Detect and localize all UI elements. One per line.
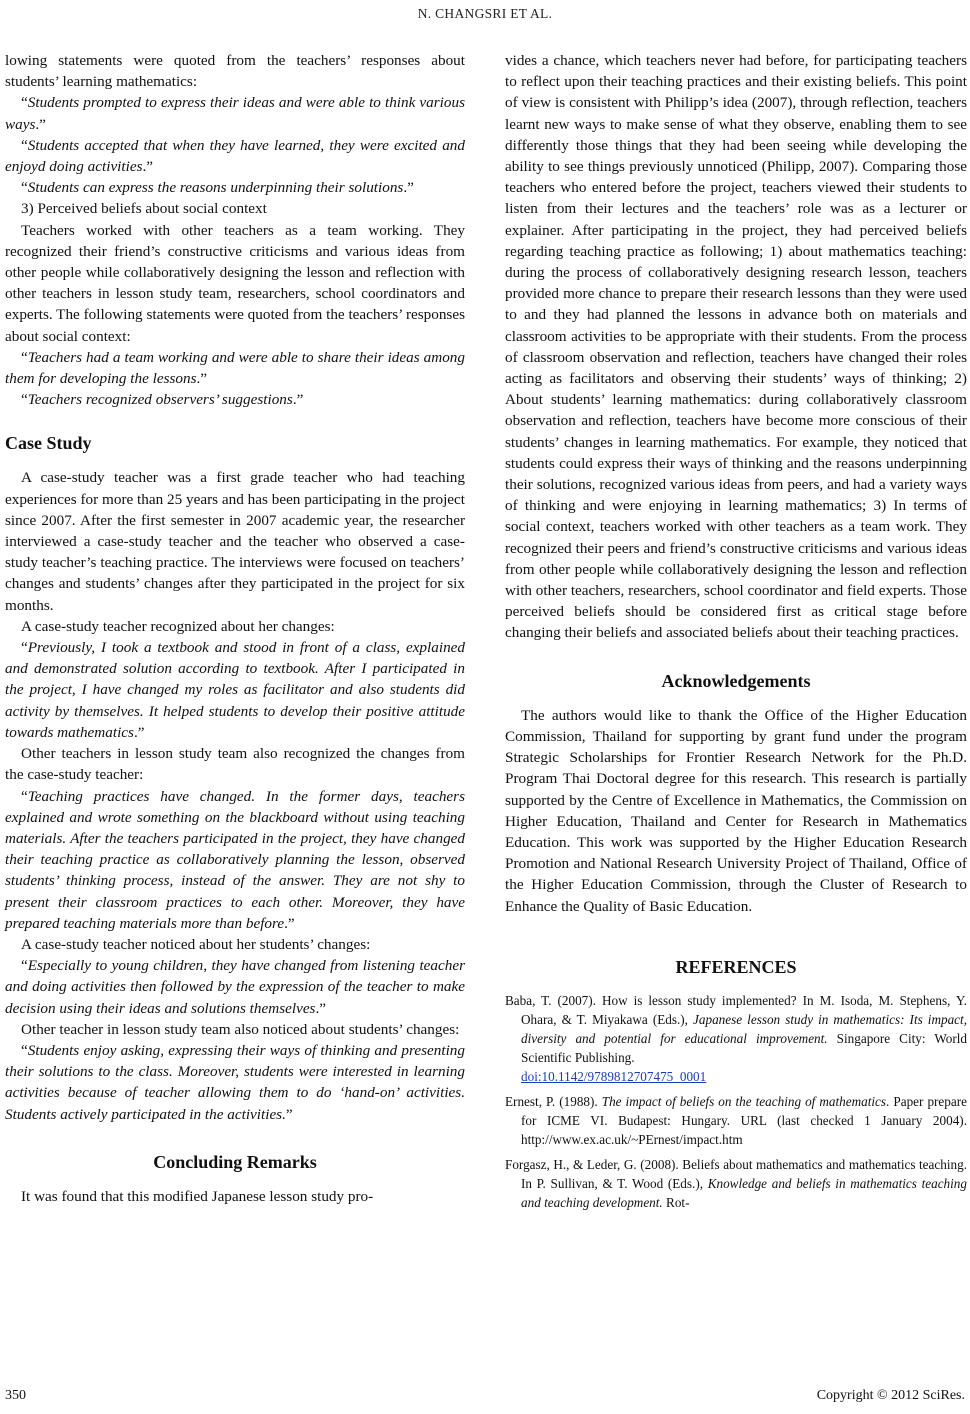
paragraph: Teachers worked with other teachers as a team working. They recognized their friend’s constructive criticisms and various ideas from other people while collaboratively designing the lesson and reflection with other teachers in lesson study team, researchers, school coordinators and experts. The following statements were quoted from the teachers’ responses about social context:: [5, 221, 465, 345]
paragraph: A case-study teacher recognized about her changes:: [21, 617, 335, 635]
reference-item: Ernest, P. (1988). The impact of beliefs on the teaching of mathematics. Paper prepare for ICME VI. Budapest: Hungary. URL (last checked 1 January 2004). http://www.ex.ac.uk/~PErnest/impact.htm: [505, 1093, 967, 1147]
section-heading-acknowledgements: Acknowledgements: [661, 670, 811, 691]
quote-text: Students accepted that when they have learned, they were excited and enjoyd doing activities: [5, 136, 465, 176]
reference-list: [505, 991, 967, 1212]
page-number: 350: [5, 1388, 26, 1403]
section-heading-references: REFERENCES: [675, 956, 797, 977]
quote-text: Teachers recognized observers’ suggestions: [27, 391, 293, 409]
subheading: 3) Perceived beliefs about social context: [21, 200, 267, 218]
quote-text: Students enjoy asking, expressing their ways of thinking and presenting their solutions to the class. Moreover, students were interested in learning activities because of teacher allowing them to do ‘hand-on’ activities. Students actively participated in the activities.: [5, 1041, 465, 1123]
left-column: [5, 50, 465, 1207]
quote-text: Teaching practices have changed. In the former days, teachers explained and wrote something on the blackboard without using teaching materials. After the teachers participated in the project, they have changed their teaching practice as collaboratively planning the lesson, observed students’ thinking process, instead of the answer. They are not shy to present their classroom practices to each other. Moreover, they have prepared teaching materials more than before: [5, 787, 465, 932]
reference-item: Forgasz, H., & Leder, G. (2008). Beliefs about mathematics and mathematics teaching. In P. Sullivan, & T. Wood (Eds.), Knowledge and beliefs in mathematics teaching and teaching development. Rot-: [505, 1156, 967, 1210]
quote-text: Especially to young children, they have changed from listening teacher and doing activities then followed by the expression of the teacher to make decision using their ideas and solutions themselves: [5, 957, 465, 1017]
paragraph: It was found that this modified Japanese lesson study pro-: [21, 1187, 374, 1205]
quote: “Students enjoy asking, expressing their ways of thinking and presenting their solutions to the class. Moreover, students were interested in learning activities because of teacher allowing them to do ‘hand-on’ activities. Students actively participated in the activities.”: [5, 1041, 465, 1123]
paragraph: Other teacher in lesson study team also noticed about students’ changes:: [21, 1020, 460, 1038]
paragraph: lowing statements were quoted from the teachers’ responses about students’ learning mathematics:: [5, 52, 465, 91]
quote: “Teachers recognized observers’ suggestions.”: [21, 391, 304, 409]
section-heading-concluding: Concluding Remarks: [153, 1151, 317, 1172]
doi-link[interactable]: doi:10.1142/9789812707475_0001: [521, 1068, 707, 1084]
quote: “Students accepted that when they have learned, they were excited and enjoyd doing activities.”: [5, 136, 465, 176]
paragraph: Other teachers in lesson study team also recognized the changes from the case-study teacher:: [5, 745, 465, 784]
quote: “Especially to young children, they have changed from listening teacher and doing activities then followed by the expression of the teacher to make decision using their ideas and solutions themselves.”: [5, 957, 465, 1017]
quote: “Students can express the reasons underpinning their solutions.”: [21, 179, 414, 197]
quote: “Teaching practices have changed. In the former days, teachers explained and wrote something on the blackboard without using teaching materials. After the teachers participated in the project, they have changed their teaching practice as collaboratively planning the lesson, observed students’ thinking process, instead of the answer. They are not shy to present their classroom practices to each other. Moreover, they have prepared teaching materials more than before.”: [5, 787, 465, 932]
right-column: [505, 50, 967, 1218]
quote: “Previously, I took a textbook and stood in front of a class, explained and demonstrated solution according to textbook. After I participated in the project, I have changed my roles as facilitator and also students did activity by themselves. It helped students to develop their positive attitude towards mathematics.”: [5, 639, 465, 741]
quote-text: Teachers had a team working and were able to share their ideas among them for developing the lessons: [5, 348, 465, 388]
running-head: N. CHANGSRI ET AL.: [417, 6, 553, 21]
paragraph: vides a chance, which teachers never had before, for participating teachers to reflect upon their teaching practices and their existing beliefs. This point of view is consistent with Philipp’s idea (2007), through reflection, teachers learnt new ways to make sense of what they observe, enabling them to see differently those things that they had been seeing while developing the ability to see things previously unnoticed (Philipp, 2007). Comparing those teachers who entered before the project, teachers viewed their students to listen from their lectures and the teachers’ role was as a lecturer or explainer. After participating in the project, they had perceived beliefs regarding teaching practice as following; 1) about mathematics teaching: during the process of collaboratively designing research lesson, teachers provided more chance to prepare their research lessons than they were used to and they had planned the lessons in advance both on materials and classroom activities to be appropriate with their students. From the process of classroom observation and reflection, teachers have changed their roles acting as facilitators and observing their students’ ways of thinking; 2) About students’ learning mathematics: during collaboratively classroom observation and reflection, teachers have become more conscious of their students’ changes in learning mathematics. For example, they noticed that students could express their ways of thinking and the reasons underpinning their solutions, recognized various ideas from peers, and had a variety ways of thinking and were enjoying in learning mathematics; 3) In terms of social context, teachers worked with other teachers as a team work. They recognized their peers and friend’s constructive criticisms and various ideas from other people while collaboratively designing the lesson and reflection with other teachers, researchers, school coordinator and field experts. Those perceived beliefs should be considered first as critical stage before changing their beliefs and associated beliefs about their teaching practices.: [505, 52, 967, 642]
section-heading-case-study: Case Study: [5, 433, 92, 454]
quote: “Teachers had a team working and were able to share their ideas among them for developing the lessons.”: [5, 348, 465, 388]
reference-item: Baba, T. (2007). How is lesson study implemented? In M. Isoda, M. Stephens, Y. Ohara, & T. Miyakawa (Eds.), Japanese lesson study in mathematics: Its impact, diversity and potential for educational improvement. Singapore City: World Scientific Publishing. doi:10.1142/9789812707475_0001: [505, 992, 967, 1084]
quote-text: Previously, I took a textbook and stood in front of a class, explained and demonstrated solution according to textbook. After I participated in the project, I have changed my roles as facilitator and also students did activity by themselves. It helped students to develop their positive attitude towards mathematics: [5, 639, 465, 741]
quote-text: Students can express the reasons underpinning their solutions: [27, 179, 404, 197]
paragraph: The authors would like to thank the Office of the Higher Education Commission, Thailand for supporting by grant fund under the program Strategic Scholarships for Frontier Research Network for the Ph.D. Program Thai Doctoral degree for this research. This research is partially supported by the Centre of Excellence in Mathematics, the Commission on Higher Education, Thailand and Center for Research in Mathematics Education. This work was supported by the Higher Education Research Promotion and National Research University Project of Thailand, Office of the Higher Education Commission, through the Cluster of Research to Enhance the Quality of Basic Education.: [505, 706, 967, 915]
quote-text: Students prompted to express their ideas and were able to think various ways: [5, 94, 465, 133]
quote: “Students prompted to express their ideas and were able to think various ways.”: [5, 94, 465, 133]
paragraph: A case-study teacher was a first grade teacher who had teaching experiences for more than 25 years and has been participating in the project since 2007. After the first semester in 2007 academic year, the researcher interviewed a case-study teacher and the teacher who observed a case-study teacher’s teaching practice. The interviews were focused on teachers’ changes and students’ changes after they participated in the project for six months.: [5, 469, 465, 614]
copyright-notice: Copyright © 2012 SciRes.: [816, 1388, 965, 1403]
paragraph: A case-study teacher noticed about her students’ changes:: [21, 935, 371, 953]
